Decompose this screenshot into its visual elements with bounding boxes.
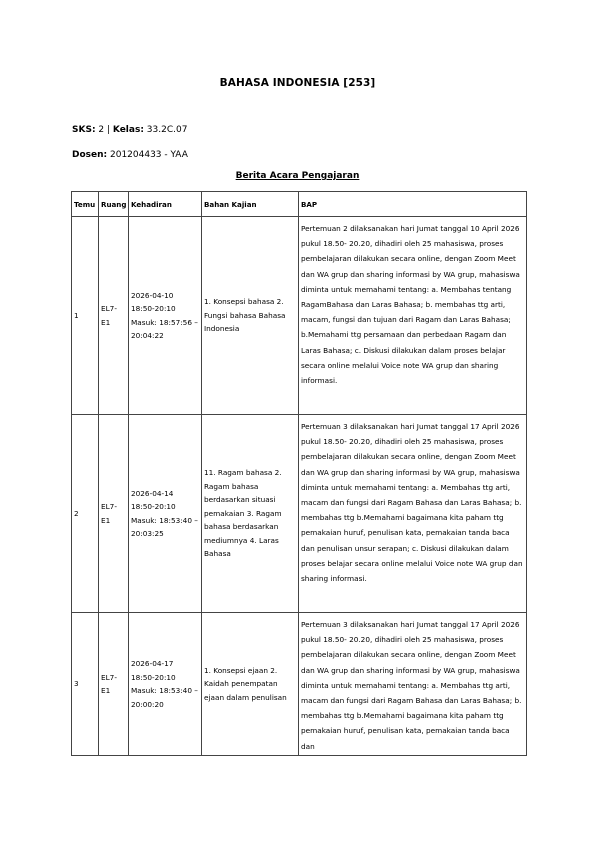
cell-kehadiran: 2026-04-10 18:50-20:10 Masuk: 18:57:56 – 20:04:22 [129,217,202,415]
cell-bahan-kajian: 1. Konsepsi bahasa 2. Fungsi bahasa Bahasa Indonesia [202,217,299,415]
dosen-label: Dosen: [72,150,108,160]
header-kehadiran: Kehadiran [129,192,202,217]
bap-table [71,191,527,756]
cell-bap-text: Pertemuan 3 dilaksanakan hari Jumat tanggal 17 April 2026 pukul 18.50- 20.20, dihadiri oleh 25 mahasiswa, proses pembelajaran dilakukan secara online, dengan Zoom Meet dan WA grup dan sharing informasi by WA grup, mahasiswa diminta untuk memahami tentang: a. Membahas ttg arti, macam dan fungsi dari Ragam Bahasa dan Laras Bahasa; b. membahas ttg b.Memahami bagaimana kita paham ttg pemakaian huruf, penulisan kata, pemakaian tanda baca dan [301,620,522,751]
header-temu: Temu [72,192,99,217]
cell-bap: Pertemuan 2 dilaksanakan hari Jumat tanggal 10 April 2026 pukul 18.50- 20.20, dihadiri oleh 25 mahasiswa, proses pembelajaran dilakukan secara online, dengan Zoom Meet dan WA grup dan sharing informasi by WA grup, mahasiswa diminta untuk memahami tentang: a. Membahas tentang RagamBahasa dan Laras Bahasa; b. membahas ttg arti, macam, fungsi dan tujuan dari Ragam dan Laras Bahasa; b.Memahami ttg persamaan dan perbedaan Ragam dan Laras Bahasa; c. Diskusi dilakukan dalam proses belajar secara online melalui Voice note WA grup dan sharing informasi. [299,217,527,415]
sks-value: 2 | [95,125,113,135]
table-header-row [72,192,527,217]
kelas-value: 33.2C.07 [143,125,188,135]
cell-temu: 2 [72,415,99,613]
cell-ruang: EL7-E1 [99,613,129,756]
dosen-line [72,150,188,160]
cell-kehadiran: 2026-04-17 18:50-20:10 Masuk: 18:53:40 – 20:00:20 [129,613,202,756]
page-title: BAHASA INDONESIA [253] [219,77,376,89]
dosen-value: 201204433 - YAA [107,150,188,160]
header-ruang: Ruang [99,192,129,217]
section-title: Berita Acara Pengajaran [235,171,360,181]
cell-temu: 3 [72,613,99,756]
cell-ruang: EL7-E1 [99,415,129,613]
cell-ruang: EL7-E1 [99,217,129,415]
header-bap: BAP [299,192,527,217]
table-row [72,415,527,613]
sks-label: SKS: [72,125,96,135]
kelas-label: Kelas: [112,125,144,135]
cell-temu: 1 [72,217,99,415]
header-bahan-kajian: Bahan Kajian [202,192,299,217]
cell-bahan-kajian: 11. Ragam bahasa 2. Ragam bahasa berdasarkan situasi pemakaian 3. Ragam bahasa berdasarkan mediumnya 4. Laras Bahasa [202,415,299,613]
cell-bap [299,613,527,756]
sks-kelas-line [72,125,187,135]
cell-kehadiran: 2026-04-14 18:50-20:10 Masuk: 18:53:40 – 20:03:25 [129,415,202,613]
cell-bahan-kajian: 1. Konsepsi ejaan 2. Kaidah penempatan ejaan dalam penulisan [202,613,299,756]
table-row [72,613,527,756]
cell-bap: Pertemuan 3 dilaksanakan hari Jumat tanggal 17 April 2026 pukul 18.50- 20.20, dihadiri oleh 25 mahasiswa, proses pembelajaran dilakukan secara online, dengan Zoom Meet dan WA grup dan sharing informasi by WA grup, mahasiswa diminta untuk memahami tentang: a. Membahas ttg arti, macam dan fungsi dari Ragam Bahasa dan Laras Bahasa; b. membahas ttg b.Memahami bagaimana kita paham ttg pemakaian huruf, penulisan kata, pemakaian tanda baca dan penulisan unsur serapan; c. Diskusi dilakukan dalam proses belajar secara online melalui Voice note WA grup dan sharing informasi. [299,415,527,613]
table-row [72,217,527,415]
